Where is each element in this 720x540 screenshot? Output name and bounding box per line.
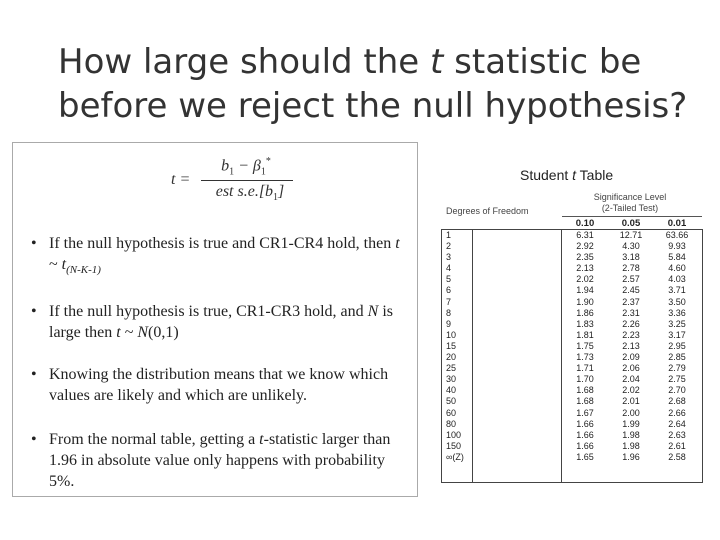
- critical-value-cell: 3.25: [668, 318, 686, 329]
- critical-value-cell: 9.93: [668, 241, 686, 252]
- formula-lhs: t =: [171, 171, 191, 188]
- bullet-var: N: [367, 303, 379, 320]
- critical-value-cell: 4.30: [622, 241, 640, 252]
- critical-value-cell: 1.73: [576, 352, 594, 363]
- critical-value-cell: 2.58: [668, 451, 686, 462]
- critical-value-cell: 2.13: [622, 340, 640, 351]
- bullet-item: [27, 429, 412, 492]
- table-row: [441, 285, 703, 296]
- df-cell: 150: [446, 440, 462, 451]
- df-cell: 40: [446, 385, 457, 396]
- critical-value-cell: 2.61: [668, 440, 686, 451]
- table-row: [441, 274, 703, 285]
- critical-value-cell: 2.01: [622, 396, 640, 407]
- critical-value-cell: 1.67: [576, 407, 594, 418]
- critical-value-cell: 2.37: [622, 296, 640, 307]
- critical-value-cell: 1.68: [576, 385, 594, 396]
- table-row: [441, 330, 703, 341]
- formula-beta-sub: 1: [260, 166, 266, 178]
- critical-value-cell: 1.98: [622, 429, 640, 440]
- critical-value-cell: 63.66: [665, 230, 689, 240]
- df-cell: 25: [446, 363, 457, 374]
- alpha-header: 0.05: [621, 218, 641, 229]
- table-row: [441, 341, 703, 352]
- header-rule: [562, 216, 702, 217]
- critical-value-cell: 1.81: [576, 329, 594, 340]
- critical-value-cell: 2.31: [622, 307, 640, 318]
- critical-value-cell: 2.64: [668, 418, 686, 429]
- content-panel: [12, 142, 418, 497]
- critical-value-cell: 1.68: [576, 396, 594, 407]
- bullet-var: N: [137, 324, 149, 341]
- bullet-text: -statistic larger than 1.96 in absolute value only happens with probability 5%.: [49, 431, 391, 490]
- critical-value-cell: 1.86: [576, 307, 594, 318]
- df-cell: 15: [446, 340, 457, 351]
- df-cell: 10: [446, 329, 457, 340]
- df-cell: 5: [446, 274, 452, 285]
- bullet-var: t: [395, 235, 400, 252]
- critical-value-cell: 1.66: [576, 440, 594, 451]
- critical-value-cell: 2.57: [622, 274, 640, 285]
- bullet-text: If the null hypothesis is true and CR1-CR4 hold, then: [49, 235, 396, 252]
- bullet-var: t: [61, 256, 67, 273]
- critical-value-cell: 2.95: [668, 340, 686, 351]
- table-row: [441, 441, 703, 452]
- table-row: [441, 352, 703, 363]
- bullet-text: From the normal table, getting a: [49, 431, 260, 448]
- critical-value-cell: 1.66: [576, 429, 594, 440]
- critical-value-cell: 2.23: [622, 329, 640, 340]
- critical-value-cell: 2.13: [576, 263, 594, 274]
- df-cell: 1: [446, 230, 452, 240]
- table-row: [441, 396, 703, 407]
- title-text-a: How large should the: [58, 42, 431, 82]
- title-text-b: statistic be: [443, 42, 642, 82]
- df-cell: 9: [446, 318, 452, 329]
- critical-value-cell: 2.02: [622, 385, 640, 396]
- critical-value-cell: 4.03: [668, 274, 686, 285]
- critical-value-cell: 1.71: [576, 363, 594, 374]
- df-cell: 2: [446, 241, 452, 252]
- table-row: [441, 374, 703, 385]
- critical-value-cell: 1.75: [576, 340, 594, 351]
- df-cell: 30: [446, 374, 457, 385]
- critical-value-cell: 1.98: [622, 440, 640, 451]
- critical-value-cell: 2.09: [622, 352, 640, 363]
- table-row: [441, 319, 703, 330]
- title-t-variable: t: [430, 42, 444, 82]
- df-cell: 8: [446, 307, 452, 318]
- degrees-of-freedom-header: Degrees of Freedom: [446, 206, 529, 216]
- significance-level-header: [575, 192, 685, 214]
- formula-minus-beta: − β: [234, 157, 261, 175]
- critical-value-cell: 2.70: [668, 385, 686, 396]
- df-cell: 7: [446, 296, 452, 307]
- critical-value-cell: 1.66: [576, 418, 594, 429]
- critical-value-cell: 1.99: [622, 418, 640, 429]
- table-title: [520, 167, 613, 183]
- critical-value-cell: 12.71: [619, 230, 643, 240]
- formula-denominator: [195, 183, 305, 203]
- bullet-text: (0,1): [148, 324, 179, 341]
- table-row: [441, 308, 703, 319]
- alpha-header: 0.01: [667, 218, 687, 229]
- critical-value-cell: 2.35: [576, 252, 594, 263]
- df-cell: 80: [446, 418, 457, 429]
- critical-value-cell: 2.92: [576, 241, 594, 252]
- bullet-text: Knowing the distribution means that we know which values are likely and which are unlikely.: [49, 366, 389, 404]
- table-row: [441, 419, 703, 430]
- critical-value-cell: 2.75: [668, 374, 686, 385]
- critical-value-cell: 2.04: [622, 374, 640, 385]
- significance-line1: Significance Level: [593, 192, 667, 202]
- critical-value-cell: 2.68: [668, 396, 686, 407]
- table-row: [441, 297, 703, 308]
- critical-value-cell: 2.79: [668, 363, 686, 374]
- formula-den-close: ]: [278, 183, 285, 200]
- bullet-item: [27, 233, 412, 281]
- formula-b: b: [221, 157, 230, 175]
- alpha-header: 0.10: [575, 218, 595, 229]
- formula-fraction-bar: [201, 180, 293, 181]
- df-cell: 60: [446, 407, 457, 418]
- table-title-text: Student: [520, 167, 573, 183]
- table-row: [441, 452, 703, 463]
- bullet-text: ~: [120, 324, 138, 341]
- table-row: [441, 430, 703, 441]
- critical-value-cell: 2.85: [668, 352, 686, 363]
- critical-value-cell: 3.36: [668, 307, 686, 318]
- table-row: [441, 408, 703, 419]
- critical-value-cell: 1.94: [576, 285, 594, 296]
- critical-value-cell: 3.50: [668, 296, 686, 307]
- critical-value-cell: 2.45: [622, 285, 640, 296]
- bullet-item: [27, 364, 412, 406]
- critical-value-cell: 4.60: [668, 263, 686, 274]
- df-cell: 50: [446, 396, 457, 407]
- title-line1: [58, 42, 641, 82]
- critical-value-cell: 1.96: [622, 451, 640, 462]
- critical-value-cell: 6.31: [576, 230, 594, 240]
- table-row: [441, 230, 703, 241]
- critical-value-cell: 2.06: [622, 363, 640, 374]
- critical-value-cell: 2.26: [622, 318, 640, 329]
- t-statistic-formula: [171, 155, 311, 213]
- table-row: [441, 263, 703, 274]
- df-cell: 20: [446, 352, 457, 363]
- bullet-text: ~: [49, 256, 62, 273]
- table-row: [441, 252, 703, 263]
- critical-value-cell: 5.84: [668, 252, 686, 263]
- critical-value-cell: 2.63: [668, 429, 686, 440]
- critical-value-cell: 2.78: [622, 263, 640, 274]
- bullet-var: t: [259, 431, 264, 448]
- table-title-var: t: [572, 167, 577, 183]
- critical-value-cell: 2.02: [576, 274, 594, 285]
- critical-value-cell: 2.00: [622, 407, 640, 418]
- title-line2: before we reject the null hypothesis?: [58, 86, 688, 126]
- critical-value-cell: 1.70: [576, 374, 594, 385]
- df-cell: ∞(Z): [446, 451, 464, 462]
- critical-value-cell: 3.18: [622, 252, 640, 263]
- table-row: [441, 241, 703, 252]
- critical-value-cell: 1.90: [576, 296, 594, 307]
- t-table-body: [441, 230, 703, 463]
- bullet-text: is large then: [49, 303, 393, 341]
- formula-den-sub: 1: [273, 192, 279, 204]
- df-cell: 6: [446, 285, 452, 296]
- significance-line2: (2-Tailed Test): [601, 203, 659, 213]
- formula-beta-sup: *: [265, 156, 271, 167]
- table-title-text: Table: [576, 167, 614, 183]
- table-row: [441, 385, 703, 396]
- bullet-text: If the null hypothesis is true, CR1-CR3 hold, and: [49, 303, 368, 320]
- df-cell: 100: [446, 429, 462, 440]
- critical-value-cell: 3.17: [668, 329, 686, 340]
- critical-value-cell: 1.83: [576, 318, 594, 329]
- bullet-item: [27, 301, 412, 343]
- critical-value-cell: 1.65: [576, 451, 594, 462]
- formula-den-text: est s.e.[b: [215, 183, 274, 200]
- df-cell: 4: [446, 263, 452, 274]
- slide-title: [58, 40, 698, 128]
- table-row: [441, 363, 703, 374]
- critical-value-cell: 2.66: [668, 407, 686, 418]
- formula-numerator: [201, 156, 291, 178]
- df-cell: 3: [446, 252, 452, 263]
- bullet-var: t: [116, 324, 121, 341]
- formula-b-sub: 1: [229, 166, 235, 178]
- bullet-subscript: (N-K-1): [66, 264, 101, 277]
- critical-value-cell: 3.71: [668, 285, 686, 296]
